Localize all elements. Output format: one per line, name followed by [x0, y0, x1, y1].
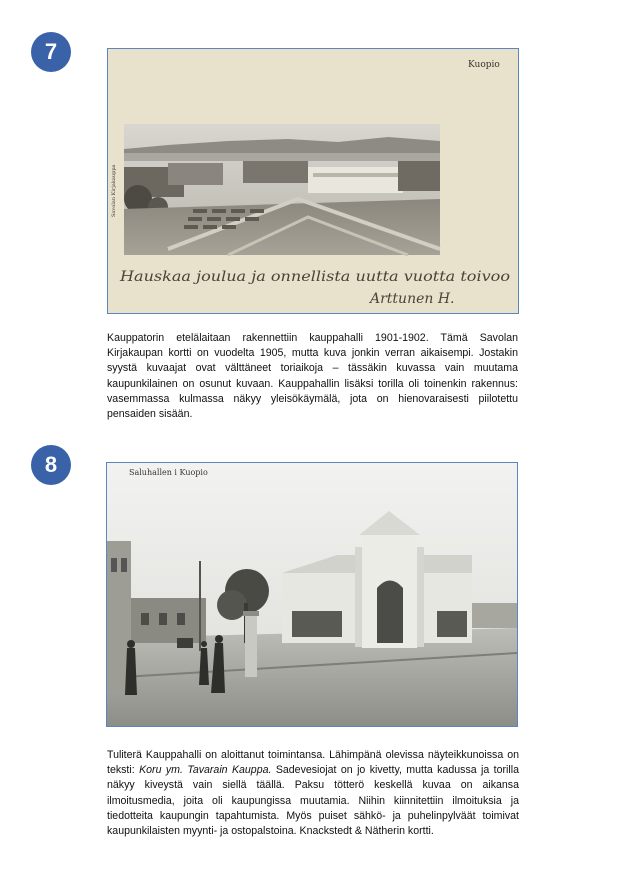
postcard-image-market-hall [106, 462, 518, 727]
section-number-badge [31, 445, 71, 485]
section-number: 8 [44, 452, 58, 477]
postcard-printed-title: Kuopio [468, 60, 500, 70]
postcard-illustration [108, 49, 518, 313]
postcard-publisher-text: Savolan Kirjakauppa [111, 164, 117, 217]
caption-text: Sadevesiojat on jo kivetty, mutta kadussa ja torilla näkyy kiveystä vain siellä täällä. Paksu tötterö keskellä kuvaa on aikansa ilmoitusmedia, joita oli kaupungissa muutamia. Niihin kiinnitettiin ilmoituksia ja tiedotteita kaupungin tapahtumista. Myös puiset sähkö- ja puhelinpylväät toimivat kaupunkilaisten myynti- ja ostopalstoina. Knackstedt & Nätherin kortti. [107, 764, 520, 838]
section-number: 7 [44, 39, 58, 64]
photo-caption [107, 748, 519, 839]
photo-caption: Kauppatorin etelälaitaan rakennettiin kauppahalli 1901-1902. Tämä Savolan Kirjakaupan kortti on vuodelta 1905, mutta kuva jonkin verran aikaisempi. Jostakin syystä kuvaajat ovat välttäneet toriaikoja – tässäkin kuvassa vain muutama kaupunkilainen on osunut kuvaan. Kauppahallin lisäksi torilla oli toinenkin rakennus: vasemmassa kulmassa näkyy yleisökäymälä, jota on hienovaraisesti piilotettu pensaiden sisään. [107, 332, 518, 421]
postcard-printed-title: Saluhallen i Kuopio [129, 468, 208, 477]
handwritten-greeting: Hauskaa joulua ja onnellista uutta vuotta toivoo [118, 269, 511, 285]
postcard-image-kuopio-market-square [107, 48, 519, 314]
caption-shop-sign-text: Koru ym. Tavarain Kauppa. [139, 764, 272, 777]
section-number-badge [31, 32, 71, 72]
postcard-illustration [107, 463, 517, 726]
handwritten-signature: Arttunen H. [370, 291, 455, 307]
caption-text: Tuliterä Kauppahalli on aloittanut toimintansa. Lähimpänä olevissa näyteikkunoissa on teksti: [107, 749, 519, 777]
